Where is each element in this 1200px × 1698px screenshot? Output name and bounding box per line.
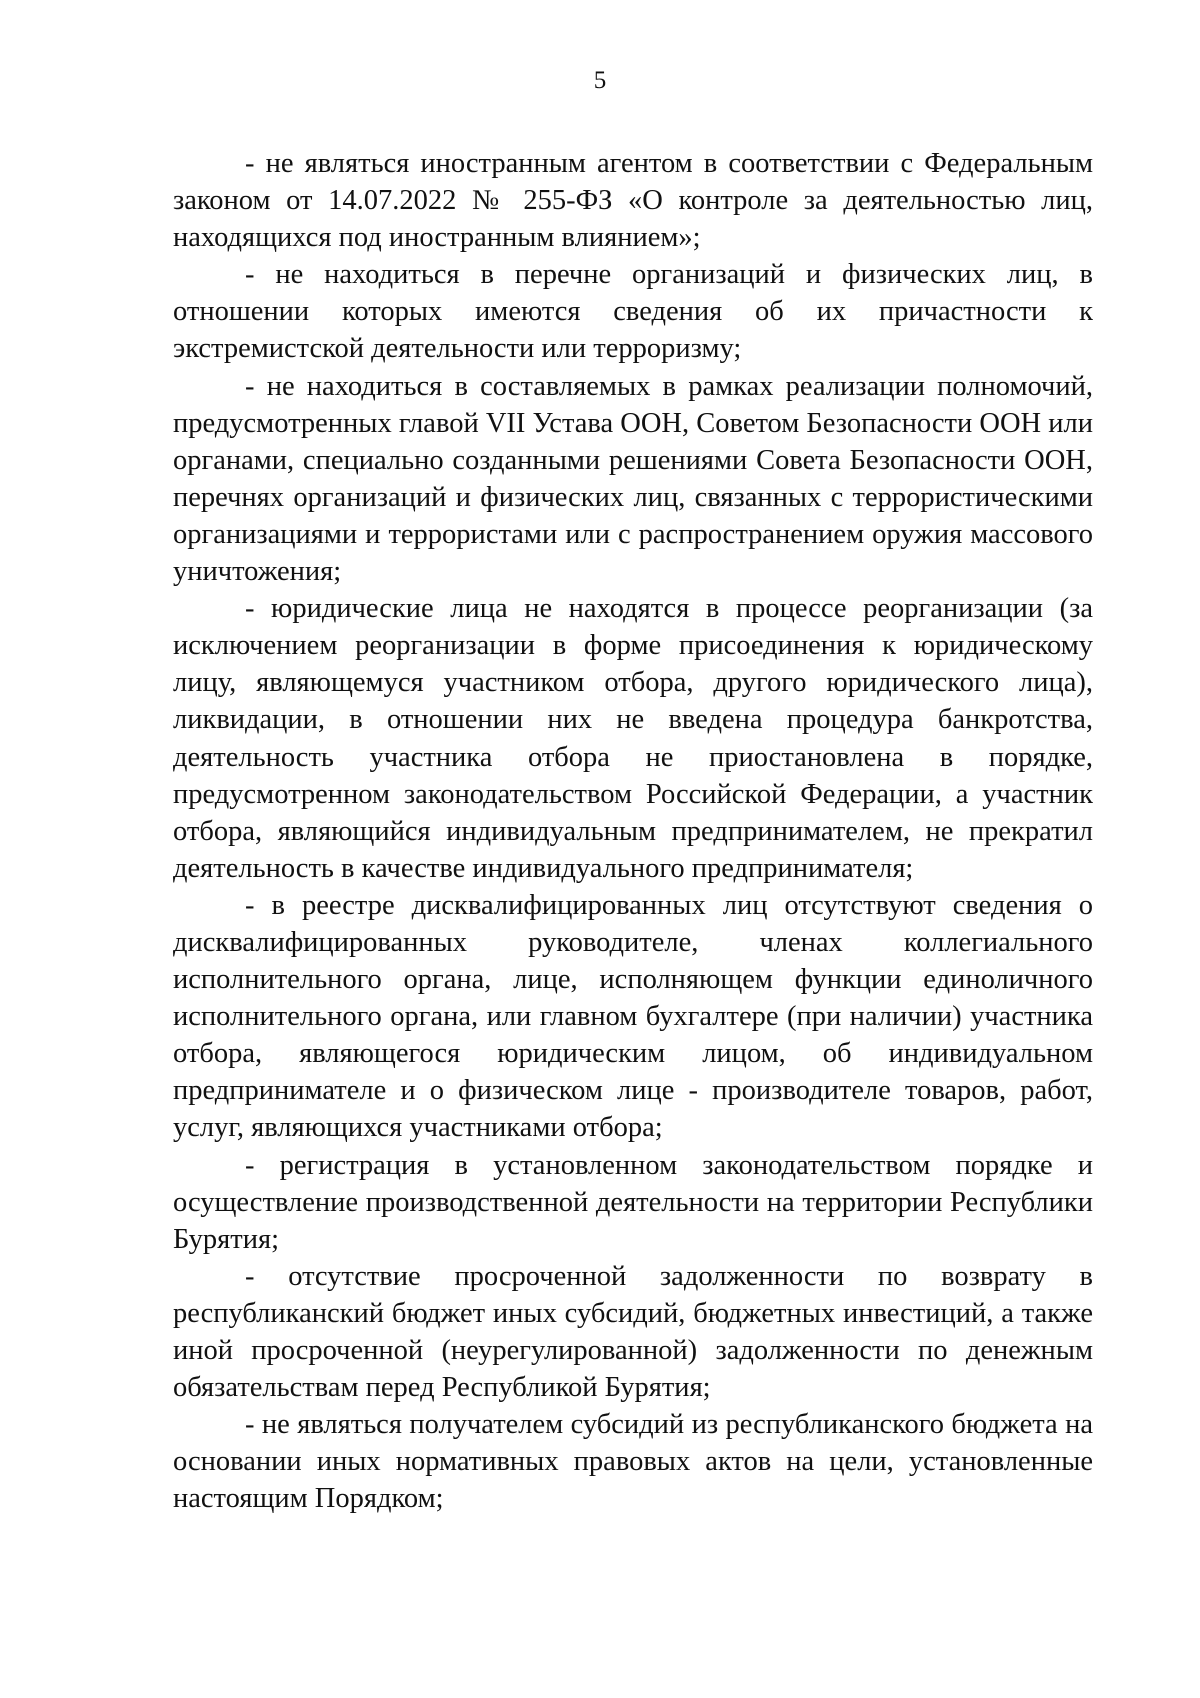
- document-body: [173, 145, 1093, 1517]
- paragraph-reorganization: - юридические лица не находятся в процессе реорганизации (за исключением реорганизации в форме присоединения к юридическому лицу, являющемуся участником отбора, другого юридического лица), ликвидации, в отношении них не введена процедура банкротства, деятельность участника отбора не приостановлена в порядке, предусмотренном законодательством Российской Федерации, а участник отбора, являющийся индивидуальным предпринимателем, не прекратил деятельность в качестве индивидуального предпринимателя;: [173, 593, 1093, 884]
- page-number: 5: [593, 67, 607, 94]
- paragraph-disqualified-persons: - в реестре дисквалифицированных лиц отсутствуют сведения о дисквалифицированных руководителе, членах коллегиального исполнительного органа, лице, исполняющем функции единоличного исполнительного органа, или главном бухгалтере (при наличии) участника отбора, являющегося юридическим лицом, об индивидуальном предпринимателе и о физическом лице - производителе товаров, работ, услуг, являющихся участниками отбора;: [173, 889, 1093, 1144]
- paragraph-foreign-agent: - не являться иностранным агентом в соответствии с Федеральным законом от 14.07.2022 № 255-ФЗ «О контроле за деятельностью лиц, находящихся под иностранным влиянием»;: [173, 148, 1093, 254]
- paragraph-extremism-list: - не находиться в перечне организаций и физических лиц, в отношении которых имеются сведения об их причастности к экстремистской деятельности или терроризму;: [173, 259, 1093, 365]
- paragraph-overdue-debt: - отсутствие просроченной задолженности по возврату в республиканский бюджет иных субсидий, бюджетных инвестиций, а также иной просроченной (неурегулированной) задолженности по денежным обязательствам перед Республикой Бурятия;: [173, 1260, 1093, 1404]
- paragraph-un-sanctions-list: - не находиться в составляемых в рамках реализации полномочий, предусмотренных главой VII Устава ООН, Советом Безопасности ООН или органами, специально созданными решениями Совета Безопасности ООН, перечнях организаций и физических лиц, связанных с террористическими организациями и террористами или с распространением оружия массового уничтожения;: [173, 370, 1093, 588]
- paragraph-other-subsidies: - не являться получателем субсидий из республиканского бюджета на основании иных нормативных правовых актов на цели, установленные настоящим Порядком;: [173, 1409, 1093, 1515]
- paragraph-registration: - регистрация в установленном законодательством порядке и осуществление производственной деятельности на территории Республики Бурятия;: [173, 1149, 1093, 1255]
